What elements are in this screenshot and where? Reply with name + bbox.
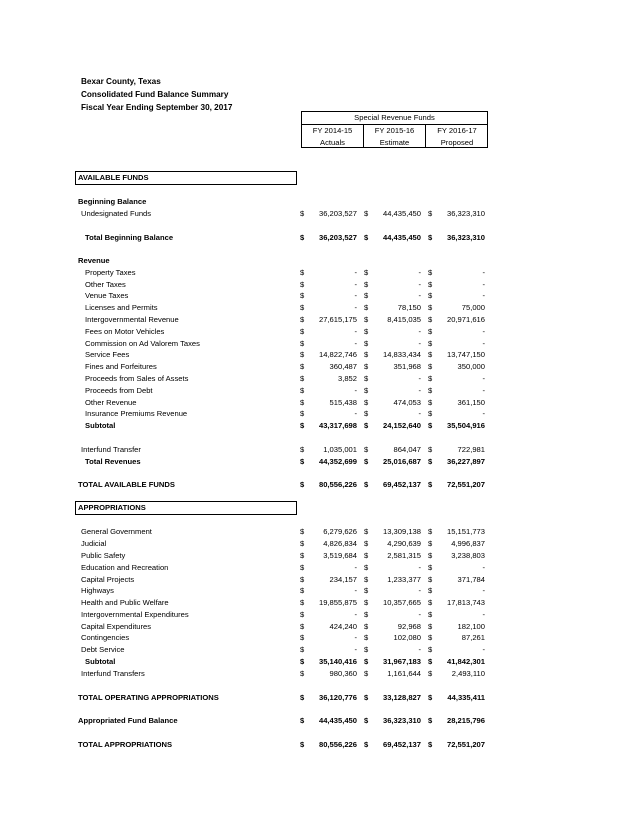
table-row-subtotal (0, 420, 638, 432)
dollar-sign: $ (300, 303, 305, 312)
dollar-sign: $ (300, 551, 305, 560)
cell-value: 20,971,616 (446, 315, 485, 324)
dollar-sign: $ (300, 575, 305, 584)
cell-value: - (482, 645, 485, 654)
dollar-sign: $ (364, 610, 369, 619)
column-header-type: Proposed (440, 137, 474, 147)
row-label: Service Fees (85, 350, 130, 359)
cell-value: 13,309,138 (382, 527, 421, 536)
dollar-sign: $ (428, 610, 433, 619)
cell-value: - (418, 268, 421, 277)
cell-value: 75,000 (461, 303, 485, 312)
dollar-sign: $ (300, 633, 305, 642)
dollar-sign: $ (364, 527, 369, 536)
row-label: Venue Taxes (85, 291, 129, 300)
cell-value: 44,435,450 (382, 209, 421, 218)
cell-value: - (354, 303, 357, 312)
cell-value: - (354, 386, 357, 395)
cell-value: 4,996,837 (451, 539, 485, 548)
cell-value: 31,967,183 (382, 657, 421, 666)
dollar-sign: $ (428, 409, 433, 418)
dollar-sign: $ (300, 398, 305, 407)
table-row-general-government (0, 526, 638, 538)
dollar-sign: $ (428, 622, 433, 631)
cell-value: 371,784 (457, 575, 485, 584)
dollar-sign: $ (364, 669, 369, 678)
cell-value: 1,233,377 (387, 575, 421, 584)
row-label: Capital Expenditures (81, 622, 152, 631)
dollar-sign: $ (364, 539, 369, 548)
dollar-sign: $ (364, 622, 369, 631)
cell-value: - (482, 374, 485, 383)
cell-value: 36,323,310 (446, 233, 485, 242)
dollar-sign: $ (428, 598, 433, 607)
table-row-property-taxes (0, 267, 638, 279)
table-row-total-revenues (0, 456, 638, 468)
cell-value: - (418, 339, 421, 348)
cell-value: 44,435,450 (318, 716, 357, 725)
cell-value: 4,290,639 (387, 539, 421, 548)
dollar-sign: $ (364, 740, 369, 749)
dollar-sign: $ (300, 693, 305, 702)
dollar-sign: $ (300, 527, 305, 536)
cell-value: 69,452,137 (382, 740, 421, 749)
cell-value: - (482, 586, 485, 595)
dollar-sign: $ (364, 551, 369, 560)
dollar-sign: $ (300, 445, 305, 454)
dollar-sign: $ (428, 374, 433, 383)
row-label: Revenue (78, 256, 110, 265)
column-header-type: Actuals (320, 137, 345, 147)
row-label: Interfund Transfers (81, 669, 145, 678)
cell-value: 722,981 (457, 445, 485, 454)
dollar-sign: $ (364, 445, 369, 454)
cell-value: 25,016,687 (382, 457, 421, 466)
dollar-sign: $ (364, 280, 369, 289)
row-label: General Government (81, 527, 152, 536)
row-label: Intergovernmental Revenue (85, 315, 179, 324)
cell-value: 28,215,796 (446, 716, 485, 725)
dollar-sign: $ (300, 327, 305, 336)
dollar-sign: $ (300, 586, 305, 595)
dollar-sign: $ (428, 480, 433, 489)
cell-value: 36,120,776 (318, 693, 357, 702)
table-row-revenue (0, 255, 638, 267)
cell-value: 78,150 (397, 303, 421, 312)
cell-value: 41,842,301 (446, 657, 485, 666)
cell-value: 15,151,773 (446, 527, 485, 536)
cell-value: 36,203,527 (318, 233, 357, 242)
table-row-interfund-transfers (0, 668, 638, 680)
dollar-sign: $ (428, 693, 433, 702)
cell-value: 864,047 (393, 445, 421, 454)
dollar-sign: $ (300, 291, 305, 300)
row-label: Fines and Forfeitures (85, 362, 157, 371)
dollar-sign: $ (428, 386, 433, 395)
cell-value: 10,357,665 (382, 598, 421, 607)
cell-value: 27,615,175 (318, 315, 357, 324)
dollar-sign: $ (300, 598, 305, 607)
section-appropriations: APPROPRIATIONS (75, 501, 297, 515)
dollar-sign: $ (364, 362, 369, 371)
cell-value: 87,261 (461, 633, 485, 642)
cell-value: - (482, 409, 485, 418)
cell-value: 35,140,416 (318, 657, 357, 666)
cell-value: 2,581,315 (387, 551, 421, 560)
cell-value: - (418, 327, 421, 336)
dollar-sign: $ (300, 480, 305, 489)
dollar-sign: $ (428, 209, 433, 218)
dollar-sign: $ (364, 374, 369, 383)
dollar-sign: $ (428, 315, 433, 324)
table-row-total-beginning-balance (0, 232, 638, 244)
table-row-intergovernmental-revenue (0, 314, 638, 326)
row-label: TOTAL OPERATING APPROPRIATIONS (78, 693, 219, 702)
cell-value: 8,415,035 (387, 315, 421, 324)
dollar-sign: $ (428, 527, 433, 536)
dollar-sign: $ (364, 657, 369, 666)
dollar-sign: $ (364, 480, 369, 489)
cell-value: 36,323,310 (446, 209, 485, 218)
row-label: Other Revenue (85, 398, 137, 407)
table-row-health-and-public-welfare (0, 597, 638, 609)
dollar-sign: $ (364, 386, 369, 395)
dollar-sign: $ (300, 350, 305, 359)
table-row-undesignated-funds (0, 208, 638, 220)
dollar-sign: $ (364, 268, 369, 277)
dollar-sign: $ (300, 740, 305, 749)
cell-value: 24,152,640 (382, 421, 421, 430)
report-fiscal-year: Fiscal Year Ending September 30, 2017 (81, 103, 233, 112)
cell-value: 33,128,827 (382, 693, 421, 702)
row-label: Proceeds from Sales of Assets (85, 374, 189, 383)
table-row-total-available-funds (0, 479, 638, 491)
dollar-sign: $ (300, 209, 305, 218)
column-header-year: FY 2016-17 (437, 126, 477, 135)
cell-value: 102,080 (393, 633, 421, 642)
cell-value: 36,227,897 (446, 457, 485, 466)
table-row-highways (0, 585, 638, 597)
cell-value: 35,504,916 (446, 421, 485, 430)
cell-value: 2,493,110 (451, 669, 485, 678)
cell-value: 182,100 (457, 622, 485, 631)
cell-value: 14,822,746 (318, 350, 357, 359)
dollar-sign: $ (364, 421, 369, 430)
cell-value: 1,161,644 (387, 669, 421, 678)
table-row-fines-and-forfeitures (0, 361, 638, 373)
cell-value: - (418, 610, 421, 619)
dollar-sign: $ (428, 362, 433, 371)
cell-value: 351,968 (393, 362, 421, 371)
column-header-year: FY 2014-15 (312, 126, 353, 135)
dollar-sign: $ (428, 716, 433, 725)
column-group-label: Special Revenue Funds (302, 112, 487, 125)
row-label: Beginning Balance (78, 197, 147, 206)
dollar-sign: $ (428, 233, 433, 242)
cell-value: - (418, 563, 421, 572)
cell-value: 69,452,137 (382, 480, 421, 489)
cell-value: - (418, 386, 421, 395)
dollar-sign: $ (300, 622, 305, 631)
dollar-sign: $ (428, 563, 433, 572)
cell-value: - (418, 291, 421, 300)
cell-value: 350,000 (457, 362, 485, 371)
row-label: Highways (81, 586, 114, 595)
dollar-sign: $ (428, 645, 433, 654)
table-row-education-and-recreation (0, 562, 638, 574)
cell-value: 3,852 (337, 374, 357, 383)
dollar-sign: $ (364, 233, 369, 242)
dollar-sign: $ (300, 657, 305, 666)
cell-value: - (418, 586, 421, 595)
dollar-sign: $ (364, 398, 369, 407)
dollar-sign: $ (300, 610, 305, 619)
cell-value: 80,556,226 (318, 740, 357, 749)
dollar-sign: $ (428, 398, 433, 407)
cell-value: 1,035,001 (323, 445, 357, 454)
cell-value: - (482, 268, 485, 277)
table-row-service-fees (0, 349, 638, 361)
dollar-sign: $ (364, 315, 369, 324)
dollar-sign: $ (300, 563, 305, 572)
table-row-fees-on-motor-vehicles (0, 326, 638, 338)
dollar-sign: $ (300, 457, 305, 466)
table-row-total-operating-appropriations (0, 692, 638, 704)
cell-value: - (482, 327, 485, 336)
cell-value: - (482, 386, 485, 395)
row-label: Contingencies (81, 633, 130, 642)
cell-value: 36,203,527 (318, 209, 357, 218)
row-label: Other Taxes (85, 280, 126, 289)
dollar-sign: $ (428, 740, 433, 749)
cell-value: - (354, 339, 357, 348)
row-label: Licenses and Permits (85, 303, 158, 312)
column-header-type: Estimate (379, 137, 410, 147)
cell-value: - (354, 409, 357, 418)
row-label: TOTAL AVAILABLE FUNDS (78, 480, 175, 489)
dollar-sign: $ (428, 339, 433, 348)
row-label: Capital Projects (81, 575, 135, 584)
cell-value: 36,323,310 (382, 716, 421, 725)
cell-value: - (354, 586, 357, 595)
cell-value: 19,855,875 (318, 598, 357, 607)
dollar-sign: $ (428, 539, 433, 548)
dollar-sign: $ (364, 716, 369, 725)
table-row-beginning-balance (0, 196, 638, 208)
cell-value: 44,352,699 (318, 457, 357, 466)
column-header-fy2015 (364, 124, 426, 148)
dollar-sign: $ (300, 362, 305, 371)
dollar-sign: $ (428, 586, 433, 595)
dollar-sign: $ (300, 339, 305, 348)
dollar-sign: $ (364, 291, 369, 300)
cell-value: - (418, 374, 421, 383)
row-label: Total Revenues (85, 457, 141, 466)
cell-value: 3,238,803 (451, 551, 485, 560)
row-label: Appropriated Fund Balance (78, 716, 178, 725)
dollar-sign: $ (300, 280, 305, 289)
dollar-sign: $ (428, 575, 433, 584)
dollar-sign: $ (364, 303, 369, 312)
column-header-box (301, 111, 488, 148)
row-label: Public Safety (81, 551, 126, 560)
dollar-sign: $ (364, 598, 369, 607)
row-label: Interfund Transfer (81, 445, 141, 454)
table-row-intergovernmental-expenditures (0, 609, 638, 621)
row-label: Intergovernmental Expenditures (81, 610, 189, 619)
row-label: Education and Recreation (81, 563, 169, 572)
dollar-sign: $ (428, 421, 433, 430)
cell-value: 515,438 (329, 398, 357, 407)
table-row-licenses-and-permits (0, 302, 638, 314)
cell-value: 474,053 (393, 398, 421, 407)
cell-value: - (418, 645, 421, 654)
cell-value: - (482, 610, 485, 619)
dollar-sign: $ (428, 669, 433, 678)
cell-value: 424,240 (329, 622, 357, 631)
cell-value: - (354, 268, 357, 277)
row-label: Fees on Motor Vehicles (85, 327, 165, 336)
cell-value: - (354, 645, 357, 654)
dollar-sign: $ (300, 421, 305, 430)
table-row-contingencies (0, 632, 638, 644)
table-row-public-safety (0, 550, 638, 562)
dollar-sign: $ (364, 586, 369, 595)
cell-value: 43,317,698 (318, 421, 357, 430)
cell-value: 360,487 (329, 362, 357, 371)
table-row-total-appropriations (0, 739, 638, 751)
cell-value: 72,551,207 (446, 480, 485, 489)
row-label: Undesignated Funds (81, 209, 152, 218)
dollar-sign: $ (300, 233, 305, 242)
report-county: Bexar County, Texas (81, 77, 161, 86)
dollar-sign: $ (300, 716, 305, 725)
dollar-sign: $ (428, 291, 433, 300)
cell-value: - (354, 610, 357, 619)
cell-value: 6,279,626 (323, 527, 357, 536)
cell-value: 234,157 (329, 575, 357, 584)
table-row-debt-service (0, 644, 638, 656)
cell-value: 80,556,226 (318, 480, 357, 489)
dollar-sign: $ (364, 409, 369, 418)
dollar-sign: $ (428, 633, 433, 642)
dollar-sign: $ (428, 280, 433, 289)
cell-value: - (418, 280, 421, 289)
row-label: Subtotal (85, 657, 116, 666)
row-label: Property Taxes (85, 268, 136, 277)
dollar-sign: $ (364, 645, 369, 654)
row-label: Subtotal (85, 421, 116, 430)
table-row-insurance-premiums-revenue (0, 408, 638, 420)
dollar-sign: $ (300, 669, 305, 678)
section-available-funds: AVAILABLE FUNDS (75, 171, 297, 185)
cell-value: 17,813,743 (446, 598, 485, 607)
cell-value: 92,968 (397, 622, 421, 631)
row-label: Debt Service (81, 645, 125, 654)
dollar-sign: $ (364, 457, 369, 466)
table-row-proceeds-from-debt (0, 385, 638, 397)
cell-value: 44,335,411 (447, 693, 485, 702)
cell-value: - (482, 563, 485, 572)
dollar-sign: $ (364, 633, 369, 642)
dollar-sign: $ (300, 539, 305, 548)
table-row-interfund-transfer (0, 444, 638, 456)
dollar-sign: $ (364, 563, 369, 572)
table-row-venue-taxes (0, 290, 638, 302)
column-header-year: FY 2015-16 (374, 126, 415, 135)
row-label: Proceeds from Debt (85, 386, 153, 395)
dollar-sign: $ (364, 350, 369, 359)
cell-value: - (354, 280, 357, 289)
dollar-sign: $ (300, 645, 305, 654)
cell-value: - (354, 633, 357, 642)
cell-value: - (482, 339, 485, 348)
dollar-sign: $ (428, 445, 433, 454)
cell-value: 361,150 (457, 398, 485, 407)
dollar-sign: $ (428, 327, 433, 336)
cell-value: 980,360 (329, 669, 357, 678)
dollar-sign: $ (300, 315, 305, 324)
dollar-sign: $ (364, 693, 369, 702)
cell-value: 13,747,150 (446, 350, 485, 359)
dollar-sign: $ (300, 268, 305, 277)
cell-value: 72,551,207 (446, 740, 485, 749)
table-row-judicial (0, 538, 638, 550)
row-label: Total Beginning Balance (85, 233, 174, 242)
dollar-sign: $ (428, 303, 433, 312)
dollar-sign: $ (428, 551, 433, 560)
cell-value: 4,826,834 (323, 539, 357, 548)
row-label: Health and Public Welfare (81, 598, 169, 607)
column-header-fy2016 (426, 124, 488, 148)
dollar-sign: $ (364, 209, 369, 218)
row-label: Insurance Premiums Revenue (85, 409, 188, 418)
row-label: TOTAL APPROPRIATIONS (78, 740, 173, 749)
row-label: Judicial (81, 539, 107, 548)
table-row-proceeds-from-sales-of-assets (0, 373, 638, 385)
dollar-sign: $ (364, 575, 369, 584)
column-header-fy2014 (302, 124, 364, 148)
dollar-sign: $ (300, 409, 305, 418)
row-label: Commission on Ad Valorem Taxes (85, 339, 200, 348)
dollar-sign: $ (428, 268, 433, 277)
cell-value: - (354, 563, 357, 572)
dollar-sign: $ (300, 386, 305, 395)
cell-value: - (482, 291, 485, 300)
dollar-sign: $ (364, 339, 369, 348)
dollar-sign: $ (428, 350, 433, 359)
cell-value: 14,833,434 (382, 350, 421, 359)
dollar-sign: $ (364, 327, 369, 336)
cell-value: - (354, 291, 357, 300)
cell-value: - (482, 280, 485, 289)
cell-value: - (354, 327, 357, 336)
dollar-sign: $ (428, 657, 433, 666)
dollar-sign: $ (428, 457, 433, 466)
cell-value: 3,519,684 (323, 551, 357, 560)
table-row-appropriated-fund-balance (0, 715, 638, 727)
cell-value: - (418, 409, 421, 418)
dollar-sign: $ (300, 374, 305, 383)
cell-value: 44,435,450 (382, 233, 421, 242)
report-title: Consolidated Fund Balance Summary (81, 90, 229, 99)
table-row-subtotal (0, 656, 638, 668)
